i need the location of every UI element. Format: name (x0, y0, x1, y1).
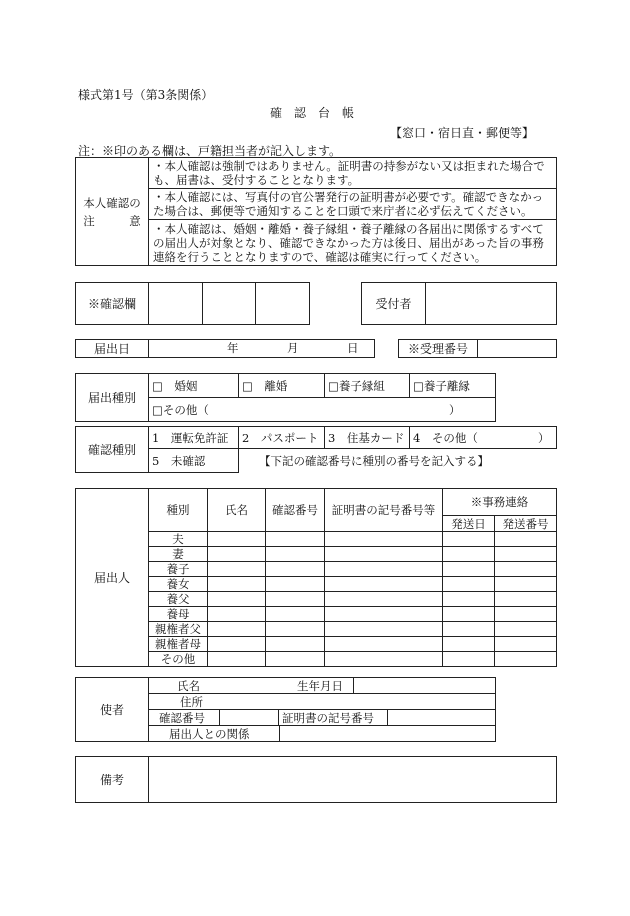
notif-type-table (75, 373, 496, 422)
remarks-label: 備考 (76, 757, 149, 803)
col-name: 氏名 (208, 489, 266, 532)
notif-other-label: □その他（ (152, 402, 209, 417)
row-label: 親権者父 (149, 622, 208, 637)
check-table (75, 282, 310, 325)
messenger-confirm-no-label: 確認番号 (159, 711, 205, 725)
col-office-contact: ※事務連絡 (443, 489, 557, 516)
cell[interactable] (208, 637, 266, 652)
remarks-field[interactable] (149, 757, 557, 803)
messenger-confirm-no[interactable] (149, 710, 279, 726)
cell[interactable] (325, 652, 443, 667)
confirm-divider (219, 710, 220, 726)
notif-type-label: 届出種別 (76, 374, 149, 422)
confirm-other-close: ） (538, 431, 550, 445)
messenger-table (75, 677, 496, 742)
confirm-license[interactable]: 1 運転免許証 (149, 427, 239, 449)
notif-dissolution[interactable]: □養子離縁 (410, 374, 496, 398)
cell[interactable] (325, 622, 443, 637)
cell[interactable] (325, 592, 443, 607)
cell[interactable] (266, 637, 325, 652)
receiver-label: 受付者 (362, 283, 426, 325)
notif-divorce[interactable]: □ 離婚 (239, 374, 325, 398)
cell[interactable] (495, 532, 557, 547)
cell[interactable] (266, 607, 325, 622)
caution-label-2: 注 意 (83, 213, 141, 228)
cell[interactable] (495, 637, 557, 652)
relation-divider (279, 726, 280, 742)
messenger-cert-no[interactable] (279, 710, 496, 726)
cell[interactable] (266, 577, 325, 592)
applicants-label: 届出人 (76, 489, 149, 667)
cell[interactable] (266, 532, 325, 547)
confirm-none[interactable]: 5 未確認 (149, 449, 239, 473)
notif-marriage[interactable]: □ 婚姻 (149, 374, 239, 398)
page-subtitle: 【窓口・宿日直・郵便等】 (390, 126, 535, 140)
col-send-no: 発送番号 (495, 516, 557, 532)
cell[interactable] (495, 592, 557, 607)
cell[interactable] (495, 652, 557, 667)
confirm-type-label: 確認種別 (76, 427, 149, 473)
confirm-other[interactable] (410, 427, 557, 449)
check-cell-1[interactable] (149, 283, 203, 325)
cell[interactable] (208, 532, 266, 547)
cell[interactable] (266, 652, 325, 667)
applicants-table (75, 488, 557, 667)
caution-label-1: 本人確認の (83, 195, 141, 210)
cell[interactable] (443, 577, 495, 592)
date-table (75, 339, 375, 358)
messenger-name-field[interactable] (149, 678, 354, 694)
date-label: 届出日 (76, 340, 149, 358)
cell[interactable] (208, 652, 266, 667)
row-label: 夫 (149, 532, 208, 547)
cell[interactable] (208, 562, 266, 577)
cell[interactable] (443, 652, 495, 667)
cell[interactable] (208, 577, 266, 592)
caution-item-1: ・本人確認は強制ではありません。証明書の持参がない又は拒まれた場合でも、届書は、受付することとなります。 (149, 158, 557, 189)
receipt-no-cell[interactable] (478, 340, 557, 358)
caution-item-3: ・本人確認は、婚姻・離婚・養子縁組・養子離縁の各届出に関係するすべての届出人が対象となり、確認できなかった方は後日、届出があった旨の事務連絡を行うこととなりますので、確認は確実に行ってください。 (149, 220, 557, 266)
cell[interactable] (208, 547, 266, 562)
cell[interactable] (325, 532, 443, 547)
confirm-juki-card[interactable]: 3 住基カード (325, 427, 410, 449)
note-text: 注：※印のある欄は、戸籍担当者が記入します。 (78, 144, 342, 158)
date-field[interactable] (149, 340, 375, 358)
col-cert-no: 証明書の記号番号等 (325, 489, 443, 532)
row-label: 親権者母 (149, 637, 208, 652)
cell[interactable] (495, 577, 557, 592)
day-label: 日 (347, 341, 359, 355)
messenger-birth-field[interactable] (354, 678, 496, 694)
cell[interactable] (325, 637, 443, 652)
row-label: 養母 (149, 607, 208, 622)
cell[interactable] (208, 592, 266, 607)
cell[interactable] (325, 607, 443, 622)
col-confirm-no: 確認番号 (266, 489, 325, 532)
cert-divider (387, 710, 388, 726)
cell[interactable] (443, 622, 495, 637)
cell[interactable] (266, 547, 325, 562)
messenger-label: 使者 (76, 678, 149, 742)
messenger-birth-label: 生年月日 (297, 679, 343, 693)
receiver-table (361, 282, 557, 325)
notif-other[interactable] (149, 398, 496, 422)
row-label: 養子 (149, 562, 208, 577)
messenger-name-label: 氏名 (177, 679, 200, 693)
form-number: 様式第1号（第3条関係） (78, 88, 214, 102)
cell[interactable] (443, 637, 495, 652)
cell[interactable] (495, 547, 557, 562)
confirm-passport[interactable]: 2 パスポート (239, 427, 325, 449)
messenger-relation-label: 届出人との関係 (169, 727, 250, 741)
cell[interactable] (443, 532, 495, 547)
receipt-table (398, 339, 557, 358)
row-label: 養父 (149, 592, 208, 607)
year-label: 年 (227, 341, 239, 355)
confirm-instruction: 【下記の確認番号に種別の番号を記入する】 (259, 453, 489, 468)
cell[interactable] (325, 577, 443, 592)
receiver-cell[interactable] (426, 283, 557, 325)
row-label: 妻 (149, 547, 208, 562)
cell[interactable] (325, 562, 443, 577)
messenger-relation[interactable] (149, 726, 496, 742)
confirm-other-label: 4 その他（ (413, 430, 478, 445)
notif-adoption[interactable]: □養子縁組 (325, 374, 410, 398)
cell[interactable] (266, 562, 325, 577)
cell[interactable] (443, 592, 495, 607)
col-send-date: 発送日 (443, 516, 495, 532)
row-label: 養女 (149, 577, 208, 592)
cell[interactable] (495, 622, 557, 637)
page-title: 確 認 台 帳 (270, 106, 355, 120)
confirm-type-table (75, 426, 557, 473)
col-type: 種別 (149, 489, 208, 532)
messenger-cert-no-label: 証明書の記号番号 (282, 710, 374, 725)
cell[interactable] (208, 607, 266, 622)
notif-other-close: ） (449, 403, 461, 417)
receipt-no-label: ※受理番号 (399, 340, 478, 358)
row-label: その他 (149, 652, 208, 667)
remarks-table (75, 756, 557, 803)
month-label: 月 (287, 341, 299, 355)
cell[interactable] (266, 592, 325, 607)
cell[interactable] (266, 622, 325, 637)
cell[interactable] (443, 607, 495, 622)
cell[interactable] (443, 562, 495, 577)
check-cell-2[interactable] (203, 283, 256, 325)
check-cell-3[interactable] (256, 283, 310, 325)
caution-table (75, 157, 557, 266)
cell[interactable] (208, 622, 266, 637)
check-label: ※確認欄 (76, 283, 149, 325)
messenger-address-label[interactable]: 住所 (149, 694, 496, 710)
cell[interactable] (495, 562, 557, 577)
cell[interactable] (495, 607, 557, 622)
caution-item-2: ・本人確認には、写真付の官公署発行の証明書が必要です。確認できなかった場合は、郵便等で通知することを口頭で来庁者に必ず伝えてください。 (149, 189, 557, 220)
cell[interactable] (325, 547, 443, 562)
caution-label (76, 158, 149, 266)
cell[interactable] (443, 547, 495, 562)
